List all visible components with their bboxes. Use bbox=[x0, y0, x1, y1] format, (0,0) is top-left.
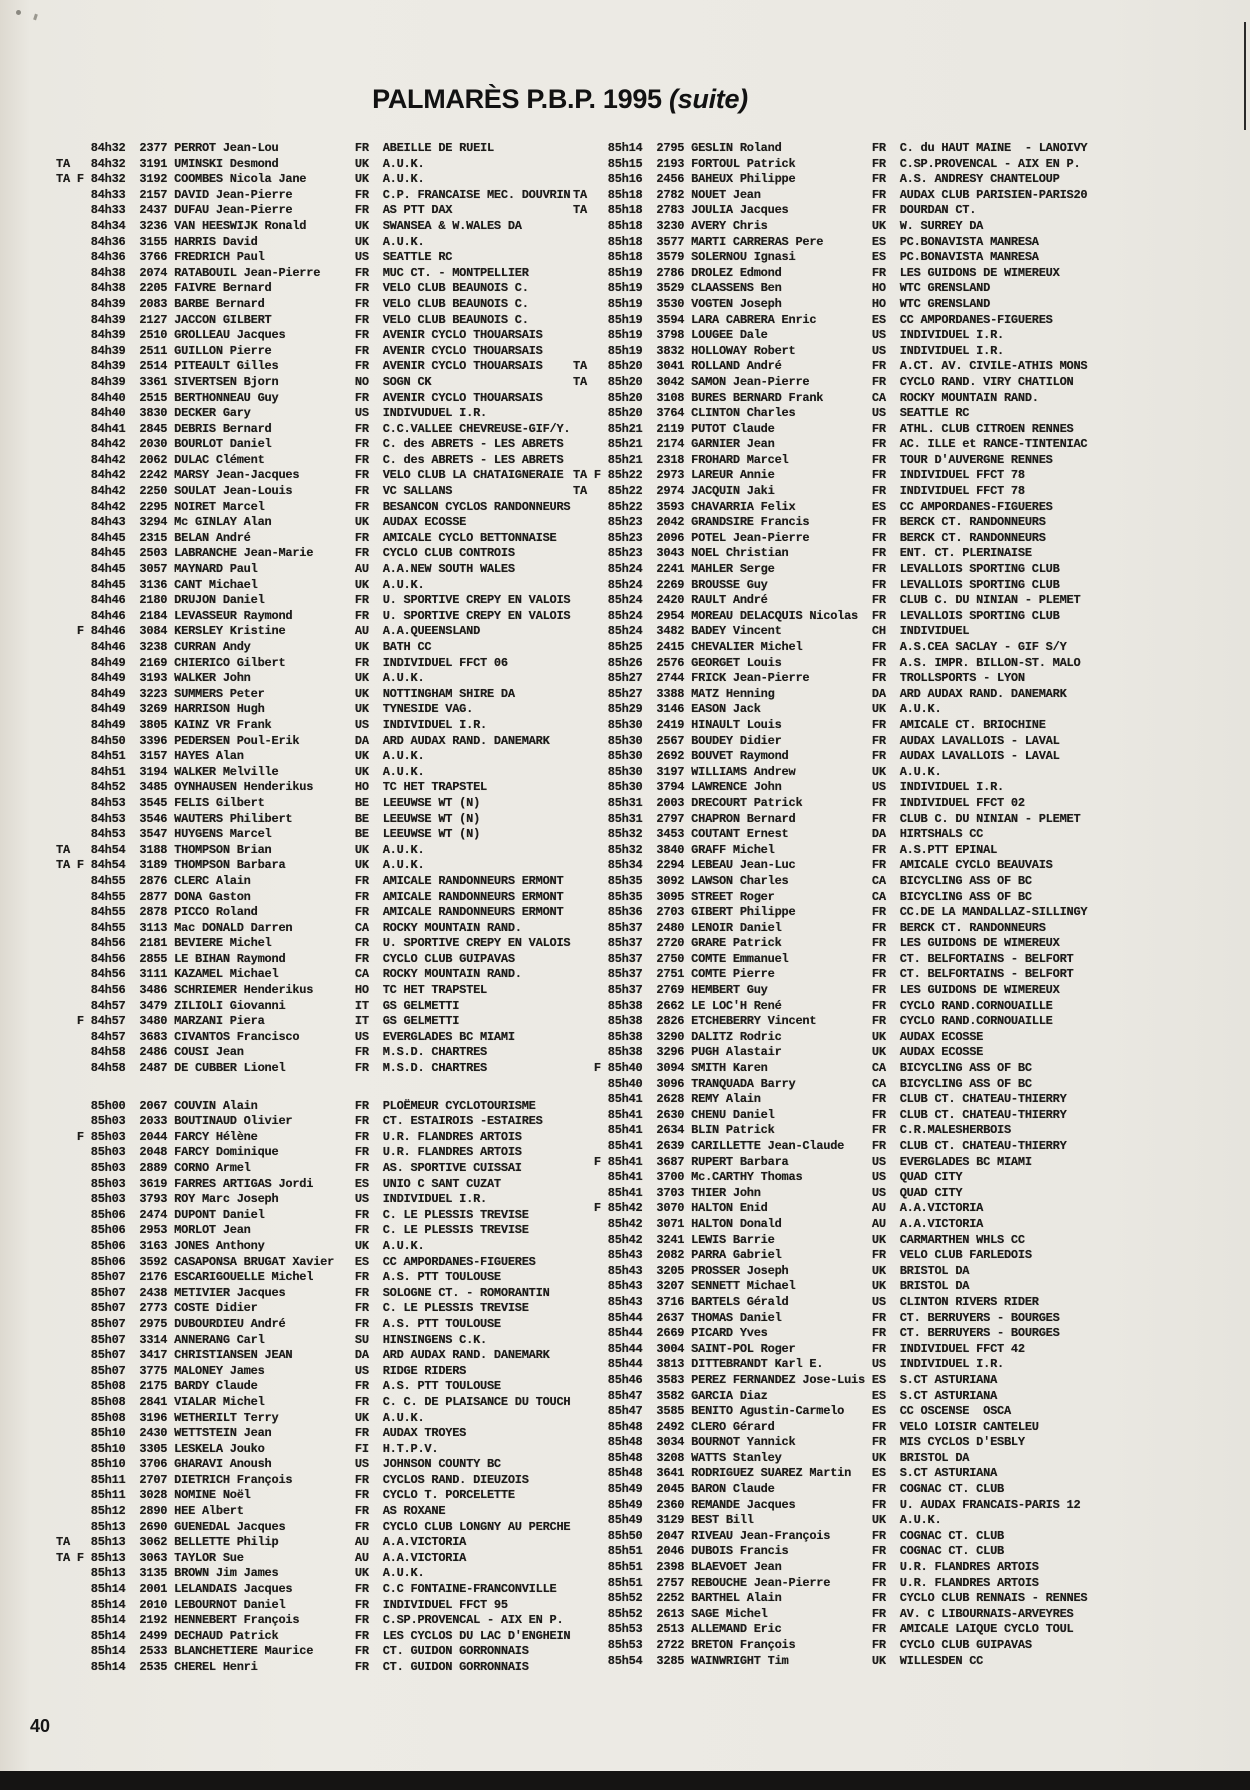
result-row: 85h07 3314 ANNERANG Carl SU HINSINGENS C.K. bbox=[56, 1332, 487, 1347]
result-row: 85h19 3798 LOUGEE Dale US INDIVIDUEL I.R. bbox=[573, 328, 1004, 343]
result-row: 84h38 2074 RATABOUIL Jean-Pierre FR MUC CT. - MONTPELLIER bbox=[56, 265, 529, 280]
result-row: 85h14 2533 BLANCHETIERE Maurice FR CT. GUIDON GORRONNAIS bbox=[56, 1644, 529, 1659]
result-row: 85h13 3135 BROWN Jim James UK A.U.K. bbox=[56, 1566, 425, 1581]
result-row: TA 85h20 3042 SAMON Jean-Pierre FR CYCLO RAND. VIRY CHATILON bbox=[573, 374, 1074, 389]
result-row: F 84h46 3084 KERSLEY Kristine AU A.A.QUEENSLAND bbox=[56, 624, 481, 639]
result-row: 84h49 2169 CHIERICO Gilbert FR INDIVIDUEL FFCT 06 bbox=[56, 655, 508, 670]
result-row: 85h31 2003 DRECOURT Patrick FR INDIVIDUEL FFCT 02 bbox=[573, 795, 1025, 810]
result-row: 84h46 2184 LEVASSEUR Raymond FR U. SPORTIVE CREPY EN VALOIS bbox=[56, 608, 571, 623]
result-row: 85h44 2669 PICARD Yves FR CT. BERRUYERS - BOURGES bbox=[573, 1326, 1060, 1341]
result-row: 85h08 3196 WETHERILT Terry UK A.U.K. bbox=[56, 1410, 425, 1425]
result-row: 85h30 2419 HINAULT Louis FR AMICALE CT. BRIOCHINE bbox=[573, 717, 1046, 732]
result-row: 85h19 2786 DROLEZ Edmond FR LES GUIDONS DE WIMEREUX bbox=[573, 265, 1060, 280]
result-row: 85h30 2567 BOUDEY Didier FR AUDAX LAVALLOIS - LAVAL bbox=[573, 733, 1060, 748]
result-row: TA 85h13 3062 BELLETTE Philip AU A.A.VICTORIA bbox=[56, 1535, 467, 1550]
result-row: 84h45 2503 LABRANCHE Jean-Marie FR CYCLO CLUB CONTROIS bbox=[56, 546, 515, 561]
result-row: 85h21 2174 GARNIER Jean FR AC. ILLE et RANCE-TINTENIAC bbox=[573, 437, 1088, 452]
result-row: 85h03 2033 BOUTINAUD Olivier FR CT. ESTAIROIS -ESTAIRES bbox=[56, 1114, 543, 1129]
result-row: TA 84h54 3188 THOMPSON Brian UK A.U.K. bbox=[56, 842, 425, 857]
result-row: 85h37 2769 HEMBERT Guy FR LES GUIDONS DE WIMEREUX bbox=[573, 983, 1060, 998]
result-row: 85h19 3530 VOGTEN Joseph HO WTC GRENSLAND bbox=[573, 296, 991, 311]
result-row: 85h12 2890 HEE Albert FR AS ROXANE bbox=[56, 1504, 446, 1519]
result-row: 85h07 2438 METIVIER Jacques FR SOLOGNE CT. - ROMORANTIN bbox=[56, 1285, 550, 1300]
result-row: 85h14 2499 DECHAUD Patrick FR LES CYCLOS DU LAC D'ENGHEIN bbox=[56, 1628, 571, 1643]
result-row: 84h53 3545 FELIS Gilbert BE LEEUWSE WT (N) bbox=[56, 795, 481, 810]
result-row: 84h42 2062 DULAC Clément FR C. des ABRETS - LES ABRETS bbox=[56, 452, 564, 467]
result-row: 85h48 3641 RODRIGUEZ SUAREZ Martin ES S.CT ASTURIANA bbox=[573, 1466, 998, 1481]
result-row: F 85h42 3070 HALTON Enid AU A.A.VICTORIA bbox=[573, 1201, 984, 1216]
result-row: 85h14 2001 LELANDAIS Jacques FR C.C FONTAINE-FRANCONVILLE bbox=[56, 1582, 557, 1597]
result-row: 85h18 3577 MARTI CARRERAS Pere ES PC.BONAVISTA MANRESA bbox=[573, 234, 1039, 249]
result-row: 85h06 3163 JONES Anthony UK A.U.K. bbox=[56, 1238, 425, 1253]
results-column-right bbox=[573, 141, 1087, 1669]
result-row: 84h55 2876 CLERC Alain FR AMICALE RANDONNEURS ERMONT bbox=[56, 873, 564, 888]
result-row: 85h24 2241 MAHLER Serge FR LEVALLOIS SPORTING CLUB bbox=[573, 562, 1060, 577]
result-row: 84h56 3486 SCHRIEMER Henderikus HO TC HET TRAPSTEL bbox=[56, 983, 487, 998]
result-row: 85h41 2634 BLIN Patrick FR C.R.MALESHERBOIS bbox=[573, 1123, 1011, 1138]
result-row: TA 85h18 2782 NOUET Jean FR AUDAX CLUB PARISIEN-PARIS20 bbox=[573, 187, 1088, 202]
result-row: 84h53 3546 WAUTERS Philibert BE LEEUWSE WT (N) bbox=[56, 811, 481, 826]
scan-speck bbox=[16, 10, 21, 15]
result-row: 85h41 2639 CARILLETTE Jean-Claude FR CLUB CT. CHATEAU-THIERRY bbox=[573, 1139, 1067, 1153]
result-row: 85h38 3296 PUGH Alastair UK AUDAX ECOSSE bbox=[573, 1045, 984, 1060]
result-row: 84h39 2511 GUILLON Pierre FR AVENIR CYCLO THOUARSAIS bbox=[56, 343, 543, 358]
result-row: TA 85h22 2974 JACQUIN Jaki FR INDIVIDUEL FFCT 78 bbox=[573, 484, 1025, 499]
result-row: 84h56 2855 LE BIHAN Raymond FR CYCLO CLUB GUIPAVAS bbox=[56, 951, 515, 966]
result-row: 85h08 2841 VIALAR Michel FR C. C. DE PLAISANCE DU TOUCH bbox=[56, 1394, 571, 1409]
result-row: 85h11 2707 DIETRICH François FR CYCLOS RAND. DIEUZOIS bbox=[56, 1472, 529, 1487]
result-row: 85h32 3453 COUTANT Ernest DA HIRTSHALS CC bbox=[573, 827, 984, 842]
result-row: 85h36 2703 GIBERT Philippe FR CC.DE LA MANDALLAZ-SILLINGY bbox=[573, 905, 1088, 920]
result-row: 85h07 2975 DUBOURDIEU André FR A.S. PTT TOULOUSE bbox=[56, 1316, 501, 1331]
result-row: 84h49 3269 HARRISON Hugh UK TYNESIDE VAG. bbox=[56, 702, 474, 717]
result-row: 85h53 2513 ALLEMAND Eric FR AMICALE LAIQUE CYCLO TOUL bbox=[573, 1622, 1074, 1637]
result-row: 85h48 2492 CLERO Gérard FR VELO LOISIR CANTELEU bbox=[573, 1419, 1039, 1434]
page-title-suffix: (suite) bbox=[668, 84, 748, 114]
result-row: 85h07 3775 MALONEY James US RIDGE RIDERS bbox=[56, 1363, 467, 1378]
result-row: 85h29 3146 EASON Jack UK A.U.K. bbox=[573, 702, 942, 717]
result-row: TA 84h32 3191 UMINSKI Desmond UK A.U.K. bbox=[56, 156, 425, 171]
result-row: 84h42 2030 BOURLOT Daniel FR C. des ABRETS - LES ABRETS bbox=[56, 437, 564, 452]
result-row: 85h20 3108 BURES BERNARD Frank CA ROCKY MOUNTAIN RAND. bbox=[573, 390, 1039, 405]
result-row: 84h58 2487 DE CUBBER Lionel FR M.S.D. CHARTRES bbox=[56, 1061, 487, 1076]
result-row: 85h49 3129 BEST Bill UK A.U.K. bbox=[573, 1513, 942, 1528]
result-row: 84h57 3479 ZILIOLI Giovanni IT GS GELMETTI bbox=[56, 998, 460, 1013]
result-row: 85h41 3703 THIER John US QUAD CITY bbox=[573, 1185, 963, 1200]
result-row: 85h32 3840 GRAFF Michel FR A.S.PTT EPINAL bbox=[573, 842, 998, 857]
result-row: 84h45 3057 MAYNARD Paul AU A.A.NEW SOUTH WALES bbox=[56, 562, 515, 577]
result-row: 85h27 2744 FRICK Jean-Pierre FR TROLLSPORTS - LYON bbox=[573, 671, 1025, 686]
result-row: 84h55 3113 Mac DONALD Darren CA ROCKY MOUNTAIN RAND. bbox=[56, 920, 522, 935]
result-row: 85h38 3290 DALITZ Rodric UK AUDAX ECOSSE bbox=[573, 1029, 984, 1044]
result-row: 85h14 2010 LEBOURNOT Daniel FR INDIVIDUEL FFCT 95 bbox=[56, 1597, 508, 1612]
result-row: 85h11 3028 NOMINE Noël FR CYCLO T. PORCELETTE bbox=[56, 1488, 515, 1503]
result-row: 85h37 2750 COMTE Emmanuel FR CT. BELFORTAINS - BELFORT bbox=[573, 951, 1074, 966]
result-row: 85h07 2176 ESCARIGOUELLE Michel FR A.S. PTT TOULOUSE bbox=[56, 1270, 501, 1285]
result-row: 84h53 3547 HUYGENS Marcel BE LEEUWSE WT (N) bbox=[56, 827, 481, 842]
result-row: 85h14 2535 CHEREL Henri FR CT. GUIDON GORRONNAIS bbox=[56, 1660, 529, 1674]
scan-edge-bar bbox=[0, 1771, 1250, 1790]
result-row: 84h42 2250 SOULAT Jean-Louis FR VC SALLANS bbox=[56, 484, 453, 499]
result-row: 85h42 3071 HALTON Donald AU A.A.VICTORIA bbox=[573, 1216, 984, 1231]
result-row: 85h19 3594 LARA CABRERA Enric ES CC AMPORDANES-FIGUERES bbox=[573, 312, 1053, 327]
result-row: 84h40 2515 BERTHONNEAU Guy FR AVENIR CYCLO THOUARSAIS bbox=[56, 390, 543, 405]
result-row: 84h57 3683 CIVANTOS Francisco US EVERGLADES BC MIAMI bbox=[56, 1029, 515, 1044]
result-row: 84h49 3223 SUMMERS Peter UK NOTTINGHAM SHIRE DA bbox=[56, 686, 515, 701]
result-row: 85h03 3619 FARRES ARTIGAS Jordi ES UNIO C SANT CUZAT bbox=[56, 1176, 501, 1191]
result-row: 85h22 3593 CHAVARRIA Felix ES CC AMPORDANES-FIGUERES bbox=[573, 499, 1053, 514]
scan-artifact-line bbox=[1244, 22, 1246, 130]
result-row: 85h41 3700 Mc.CARTHY Thomas US QUAD CITY bbox=[573, 1170, 963, 1185]
result-row: 85h43 2082 PARRA Gabriel FR VELO CLUB FARLEDOIS bbox=[573, 1248, 1032, 1263]
result-row: 85h48 3034 BOURNOT Yannick FR MIS CYCLOS D'ESBLY bbox=[573, 1435, 1025, 1450]
result-row: 84h34 3236 VAN HEESWIJK Ronald UK SWANSEA & W.WALES DA bbox=[56, 218, 522, 233]
result-row: 85h24 3482 BADEY Vincent CH INDIVIDUEL bbox=[573, 624, 970, 639]
result-row: 84h43 3294 Mc GINLAY Alan UK AUDAX ECOSSE bbox=[56, 515, 467, 530]
result-row: 85h19 3529 CLAASSENS Ben HO WTC GRENSLAND bbox=[573, 281, 991, 296]
page-title-main: PALMARÈS P.B.P. 1995 bbox=[372, 84, 669, 114]
result-row: 85h35 3095 STREET Roger CA BICYCLING ASS OF BC bbox=[573, 889, 1032, 904]
result-row: 84h32 2377 PERROT Jean-Lou FR ABEILLE DE RUEIL bbox=[56, 141, 494, 155]
result-row: 85h43 3205 PROSSER Joseph UK BRISTOL DA bbox=[573, 1263, 970, 1278]
result-row: 85h47 3582 GARCIA Diaz ES S.CT ASTURIANA bbox=[573, 1388, 998, 1403]
result-row: 85h52 2613 SAGE Michel FR AV. C LIBOURNAIS-ARVEYRES bbox=[573, 1606, 1074, 1621]
result-row: 85h41 2628 REMY Alain FR CLUB CT. CHATEAU-THIERRY bbox=[573, 1092, 1067, 1107]
result-row: 84h36 3766 FREDRICH Paul US SEATTLE RC bbox=[56, 250, 453, 265]
result-row: 84h49 3805 KAINZ VR Frank US INDIVIDUEL I.R. bbox=[56, 717, 487, 732]
result-row: 85h50 2047 RIVEAU Jean-François FR COGNAC CT. CLUB bbox=[573, 1528, 1004, 1543]
result-row: 84h55 2878 PICCO Roland FR AMICALE RANDONNEURS ERMONT bbox=[56, 905, 564, 920]
result-row: 85h34 2294 LEBEAU Jean-Luc FR AMICALE CYCLO BEAUVAIS bbox=[573, 858, 1053, 873]
result-row: 84h56 3111 KAZAMEL Michael CA ROCKY MOUNTAIN RAND. bbox=[56, 967, 522, 982]
result-row: 84h39 3361 SIVERTSEN Bjorn NO SOGN CK bbox=[56, 374, 432, 389]
result-row: 84h39 2083 BARBE Bernard FR VELO CLUB BEAUNOIS C. bbox=[56, 296, 529, 311]
result-row: 85h10 2430 WETTSTEIN Jean FR AUDAX TROYES bbox=[56, 1426, 467, 1441]
result-row: TA F 85h22 2973 LAREUR Annie FR INDIVIDUEL FFCT 78 bbox=[573, 468, 1025, 483]
result-row: 84h42 2242 MARSY Jean-Jacques FR VELO CLUB LA CHATAIGNERAIE bbox=[56, 468, 564, 483]
result-row: 84h50 3396 PEDERSEN Poul-Erik DA ARD AUDAX RAND. DANEMARK bbox=[56, 733, 550, 748]
result-row: 85h08 2175 BARDY Claude FR A.S. PTT TOULOUSE bbox=[56, 1379, 501, 1394]
result-row: 84h45 3136 CANT Michael UK A.U.K. bbox=[56, 577, 425, 592]
result-row: 85h48 3208 WATTS Stanley UK BRISTOL DA bbox=[573, 1450, 970, 1465]
result-row: 84h42 2295 NOIRET Marcel FR BESANCON CYCLOS RANDONNEURS bbox=[56, 499, 571, 514]
result-row: 85h25 2415 CHEVALIER Michel FR A.S.CEA SACLAY - GIF S/Y bbox=[573, 640, 1067, 654]
result-row: F 85h41 3687 RUPERT Barbara US EVERGLADES BC MIAMI bbox=[573, 1154, 1032, 1169]
result-row: 85h24 2269 BROUSSE Guy FR LEVALLOIS SPORTING CLUB bbox=[573, 577, 1060, 592]
result-row: 85h37 2751 COMTE Pierre FR CT. BELFORTAINS - BELFORT bbox=[573, 967, 1074, 982]
result-row: 85h54 3285 WAINWRIGHT Tim UK WILLESDEN CC bbox=[573, 1653, 984, 1668]
result-row: 85h21 2318 FROHARD Marcel FR TOUR D'AUVERGNE RENNES bbox=[573, 452, 1053, 467]
result-row: 84h41 2845 DEBRIS Bernard FR C.C.VALLEE CHEVREUSE-GIF/Y. bbox=[56, 421, 571, 436]
result-row: 85h41 2630 CHENU Daniel FR CLUB CT. CHATEAU-THIERRY bbox=[573, 1107, 1067, 1122]
result-row: 85h49 2360 REMANDE Jacques FR U. AUDAX FRANCAIS-PARIS 12 bbox=[573, 1497, 1081, 1512]
result-row: 85h30 3794 LAWRENCE John US INDIVIDUEL I.R. bbox=[573, 780, 1004, 795]
result-row: 84h51 3157 HAYES Alan UK A.U.K. bbox=[56, 749, 425, 764]
result-row: 85h51 2757 REBOUCHE Jean-Pierre FR U.R. FLANDRES ARTOIS bbox=[573, 1575, 1039, 1590]
result-row: 85h16 2456 BAHEUX Philippe FR A.S. ANDRESY CHANTELOUP bbox=[573, 172, 1060, 187]
result-row: 85h35 3092 LAWSON Charles CA BICYCLING ASS OF BC bbox=[573, 873, 1032, 888]
result-row: TA 85h20 3041 ROLLAND André FR A.CT. AV. CIVILE-ATHIS MONS bbox=[573, 359, 1088, 374]
result-row: 84h51 3194 WALKER Melville UK A.U.K. bbox=[56, 764, 425, 779]
result-row: 84h46 2180 DRUJON Daniel FR U. SPORTIVE CREPY EN VALOIS bbox=[56, 593, 571, 608]
result-row: 85h44 2637 THOMAS Daniel FR CT. BERRUYERS - BOURGES bbox=[573, 1310, 1060, 1325]
result-row: 85h23 2096 POTEL Jean-Pierre FR BERCK CT. RANDONNEURS bbox=[573, 530, 1046, 545]
result-row: 85h37 2480 LENOIR Daniel FR BERCK CT. RANDONNEURS bbox=[573, 920, 1046, 935]
result-row: 85h18 3230 AVERY Chris UK W. SURREY DA bbox=[573, 218, 984, 233]
result-row: TA F 84h32 3192 COOMBES Nicola Jane UK A.U.K. bbox=[56, 172, 425, 187]
result-row: 85h14 2192 HENNEBERT François FR C.SP.PROVENCAL - AIX EN P. bbox=[56, 1613, 564, 1628]
result-row: 85h27 3388 MATZ Henning DA ARD AUDAX RAND. DANEMARK bbox=[573, 686, 1067, 701]
results-column-left bbox=[56, 141, 570, 1676]
result-row: 85h40 3096 TRANQUADA Barry CA BICYCLING ASS OF BC bbox=[573, 1076, 1032, 1091]
result-row: 85h46 3583 PEREZ FERNANDEZ Jose-Luis ES S.CT ASTURIANA bbox=[573, 1372, 998, 1387]
result-row: 85h21 2119 PUTOT Claude FR ATHL. CLUB CITROEN RENNES bbox=[573, 421, 1074, 436]
result-row: 85h38 2662 LE LOC'H René FR CYCLO RAND.CORNOUAILLE bbox=[573, 998, 1053, 1013]
result-row: 85h44 3004 SAINT-POL Roger FR INDIVIDUEL FFCT 42 bbox=[573, 1341, 1025, 1356]
result-row: 84h40 3830 DECKER Gary US INDIVUDUEL I.R. bbox=[56, 406, 487, 421]
result-row: 85h18 3579 SOLERNOU Ignasi ES PC.BONAVISTA MANRESA bbox=[573, 250, 1039, 265]
result-row: 84h39 2510 GROLLEAU Jacques FR AVENIR CYCLO THOUARSAIS bbox=[56, 328, 543, 343]
result-row: 85h38 2826 ETCHEBERRY Vincent FR CYCLO RAND.CORNOUAILLE bbox=[573, 1014, 1053, 1029]
result-row: 85h13 2690 GUENEDAL Jacques FR CYCLO CLUB LONGNY AU PERCHE bbox=[56, 1519, 571, 1534]
result-row: 85h26 2576 GEORGET Louis FR A.S. IMPR. BILLON-ST. MALO bbox=[573, 655, 1081, 670]
result-row: 85h23 3043 NOEL Christian FR ENT. CT. PLERINAISE bbox=[573, 546, 1032, 561]
result-row: 85h52 2252 BARTHEL Alain FR CYCLO CLUB RENNAIS - RENNES bbox=[573, 1591, 1088, 1606]
result-row: TA F 85h13 3063 TAYLOR Sue AU A.A.VICTORIA bbox=[56, 1550, 467, 1565]
result-row: 84h33 2157 DAVID Jean-Pierre FR C.P. FRANCAISE MEC. DOUVRIN bbox=[56, 187, 571, 202]
result-row: 85h07 3417 CHRISTIANSEN JEAN DA ARD AUDAX RAND. DANEMARK bbox=[56, 1348, 550, 1363]
result-row: 84h55 2877 DONA Gaston FR AMICALE RANDONNEURS ERMONT bbox=[56, 889, 564, 904]
result-row: 85h06 2953 MORLOT Jean FR C. LE PLESSIS TREVISE bbox=[56, 1223, 529, 1238]
result-row: 85h42 3241 LEWIS Barrie UK CARMARTHEN WHLS CC bbox=[573, 1232, 1025, 1247]
result-row: 84h39 2514 PITEAULT Gilles FR AVENIR CYCLO THOUARSAIS bbox=[56, 359, 543, 374]
result-row: 84h45 2315 BELAN André FR AMICALE CYCLO BETTONNAISE bbox=[56, 530, 557, 545]
result-row: 85h24 2954 MOREAU DELACQUIS Nicolas FR LEVALLOIS SPORTING CLUB bbox=[573, 608, 1060, 623]
result-row: 85h30 3197 WILLIAMS Andrew UK A.U.K. bbox=[573, 764, 942, 779]
result-row: TA F 84h54 3189 THOMPSON Barbara UK A.U.K. bbox=[56, 858, 425, 873]
result-row: 85h51 2398 BLAEVOET Jean FR U.R. FLANDRES ARTOIS bbox=[573, 1560, 1039, 1575]
result-row: 85h03 3793 ROY Marc Joseph US INDIVIDUEL I.R. bbox=[56, 1192, 487, 1207]
result-row: 85h06 2474 DUPONT Daniel FR C. LE PLESSIS TREVISE bbox=[56, 1207, 529, 1222]
result-row: 85h43 3207 SENNETT Michael UK BRISTOL DA bbox=[573, 1279, 970, 1294]
result-row: 85h19 3832 HOLLOWAY Robert US INDIVIDUEL I.R. bbox=[573, 343, 1004, 358]
result-row: TA 85h18 2783 JOULIA Jacques FR DOURDAN CT. bbox=[573, 203, 977, 218]
result-row: 84h58 2486 COUSI Jean FR M.S.D. CHARTRES bbox=[56, 1045, 487, 1060]
result-row: 85h03 2048 FARCY Dominique FR U.R. FLANDRES ARTOIS bbox=[56, 1145, 522, 1160]
result-row: 85h03 2889 CORNO Armel FR AS. SPORTIVE CUISSAI bbox=[56, 1161, 522, 1175]
result-row: 85h07 2773 COSTE Didier FR C. LE PLESSIS TREVISE bbox=[56, 1301, 529, 1316]
result-row: 84h38 2205 FAIVRE Bernard FR VELO CLUB BEAUNOIS C. bbox=[56, 281, 529, 296]
result-row: 84h33 2437 DUFAU Jean-Pierre FR AS PTT DAX bbox=[56, 203, 453, 218]
page-number: 40 bbox=[30, 1716, 51, 1736]
result-row: 85h23 2042 GRANDSIRE Francis FR BERCK CT. RANDONNEURS bbox=[573, 515, 1046, 530]
result-row: 85h15 2193 FORTOUL Patrick FR C.SP.PROVENCAL - AIX EN P. bbox=[573, 156, 1081, 171]
result-row: 85h00 2067 COUVIN Alain FR PLOËMEUR CYCLOTOURISME bbox=[56, 1098, 536, 1113]
result-row: 85h14 2795 GESLIN Roland FR C. du HAUT MAINE - LANOIVY bbox=[573, 141, 1088, 155]
result-row: 85h51 2046 DUBOIS Francis FR COGNAC CT. CLUB bbox=[573, 1544, 1004, 1559]
result-row: 85h53 2722 BRETON François FR CYCLO CLUB GUIPAVAS bbox=[573, 1638, 1032, 1652]
result-row: 85h10 3305 LESKELA Jouko FI H.T.P.V. bbox=[56, 1441, 439, 1456]
result-row: 84h49 3193 WALKER John UK A.U.K. bbox=[56, 671, 425, 686]
result-row: F 84h57 3480 MARZANI Piera IT GS GELMETTI bbox=[56, 1014, 460, 1029]
result-row: F 85h03 2044 FARCY Hélène FR U.R. FLANDRES ARTOIS bbox=[56, 1129, 522, 1144]
page-title bbox=[0, 84, 1120, 115]
result-row: 85h43 3716 BARTELS Gérald US CLINTON RIVERS RIDER bbox=[573, 1294, 1039, 1309]
result-row: 84h46 3238 CURRAN Andy UK BATH CC bbox=[56, 640, 432, 654]
result-row: 85h49 2045 BARON Claude FR COGNAC CT. CLUB bbox=[573, 1482, 1004, 1497]
result-row: 85h10 3706 GHARAVI Anoush US JOHNSON COUNTY BC bbox=[56, 1457, 501, 1472]
result-row: 85h06 3592 CASAPONSA BRUGAT Xavier ES CC AMPORDANES-FIGUERES bbox=[56, 1254, 536, 1269]
result-row: 84h39 2127 JACCON GILBERT FR VELO CLUB BEAUNOIS C. bbox=[56, 312, 529, 327]
result-row: 85h24 2420 RAULT André FR CLUB C. DU NINIAN - PLEMET bbox=[573, 593, 1081, 608]
result-row: F 85h40 3094 SMITH Karen CA BICYCLING ASS OF BC bbox=[573, 1061, 1032, 1076]
result-row: 85h44 3813 DITTEBRANDT Karl E. US INDIVIDUEL I.R. bbox=[573, 1357, 1004, 1372]
section-gap bbox=[56, 1077, 570, 1099]
result-row: 84h36 3155 HARRIS David UK A.U.K. bbox=[56, 234, 425, 249]
result-row: 85h20 3764 CLINTON Charles US SEATTLE RC bbox=[573, 406, 970, 421]
result-row: 84h56 2181 BEVIERE Michel FR U. SPORTIVE CREPY EN VALOIS bbox=[56, 936, 571, 951]
result-row: 85h30 2692 BOUVET Raymond FR AUDAX LAVALLOIS - LAVAL bbox=[573, 749, 1060, 764]
result-row: 85h37 2720 GRARE Patrick FR LES GUIDONS DE WIMEREUX bbox=[573, 936, 1060, 951]
result-row: 85h31 2797 CHAPRON Bernard FR CLUB C. DU NINIAN - PLEMET bbox=[573, 811, 1081, 826]
result-row: 85h47 3585 BENITO Agustin-Carmelo ES CC OSCENSE OSCA bbox=[573, 1404, 1011, 1419]
scan-speck bbox=[33, 14, 38, 21]
result-row: 84h52 3485 OYNHAUSEN Henderikus HO TC HET TRAPSTEL bbox=[56, 780, 487, 795]
